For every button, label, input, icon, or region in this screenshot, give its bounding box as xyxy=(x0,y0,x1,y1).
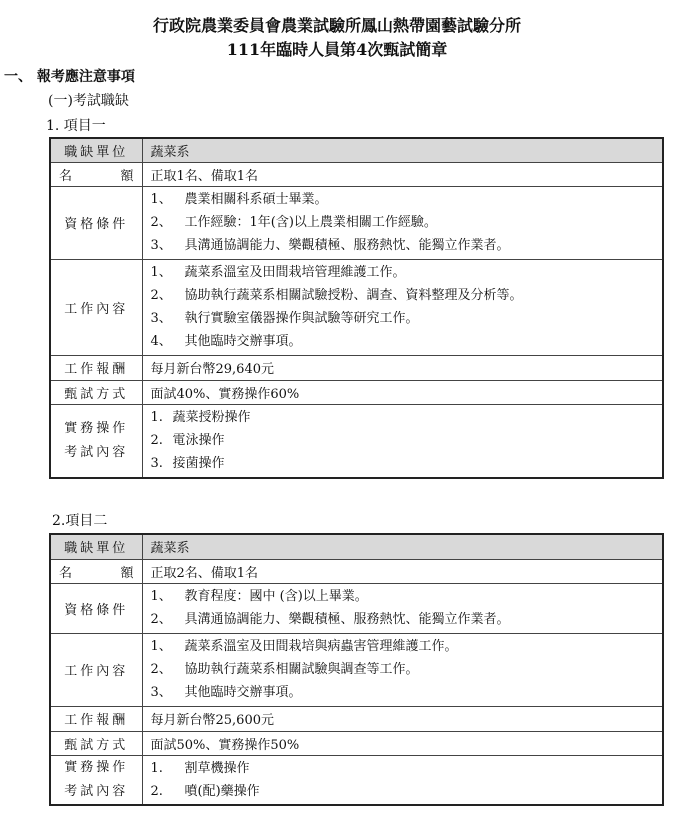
salary-header: 工作報酬 xyxy=(50,355,142,380)
salary-value: 每月新台幣25,600元 xyxy=(142,706,663,731)
duties-list xyxy=(142,259,663,355)
table-row-duties xyxy=(50,259,663,355)
table-row-duties xyxy=(50,633,663,706)
salary-value: 每月新台幣29,640元 xyxy=(142,355,663,380)
qualifications-list xyxy=(142,186,663,259)
document-title-line-2: 111年臨時人員第4次甄試簡章 xyxy=(226,40,448,59)
table-row-method xyxy=(50,380,663,404)
table-row-qualifications xyxy=(50,583,663,633)
table-row-quota xyxy=(50,559,663,583)
duties-header: 工作內容 xyxy=(50,633,142,706)
list-item: 1、 蔬菜系溫室及田間栽培管理維護工作。 xyxy=(150,265,406,280)
list-item: 3、 具溝通協調能力、樂觀積極、服務熱忱、能獨立作業者。 xyxy=(150,238,510,253)
quota-value: 正取2名、備取1名 xyxy=(142,559,663,583)
method-header: 甄試方式 xyxy=(50,731,142,755)
section-heading: 一、 報考應注意事項 xyxy=(4,69,135,85)
practical-list xyxy=(142,755,663,805)
document-title-line-1: 行政院農業委員會農業試驗所鳳山熱帶園藝試驗分所 xyxy=(152,16,521,35)
list-item: 1、 教育程度：國中 (含)以上畢業。 xyxy=(150,589,368,604)
table-row-practical xyxy=(50,404,663,478)
table-row-practical xyxy=(50,755,663,805)
table-row-salary xyxy=(50,355,663,380)
item-2-label: 2.項目二 xyxy=(52,513,108,529)
list-item: 3、 執行實驗室儀器操作與試驗等研究工作。 xyxy=(150,311,419,326)
duties-header: 工作內容 xyxy=(50,259,142,355)
list-item: 1、 農業相關科系碩士畢業。 xyxy=(150,192,328,207)
list-item: 4、 其他臨時交辦事項。 xyxy=(150,334,302,349)
table-row-quota xyxy=(50,162,663,186)
list-item: 3. 接菌操作 xyxy=(150,456,225,472)
practical-header: 實務操作 考試內容 xyxy=(50,404,142,478)
item-1-label: 1. 項目一 xyxy=(46,118,106,134)
quota-value: 正取1名、備取1名 xyxy=(142,162,663,186)
practical-list xyxy=(142,404,663,478)
method-value: 面試40%、實務操作60% xyxy=(142,380,663,404)
table-row-qualifications xyxy=(50,186,663,259)
subsection-heading: (一)考試職缺 xyxy=(48,93,129,109)
table-row-method xyxy=(50,731,663,755)
table-row-unit xyxy=(50,138,663,162)
list-item: 2、 協助執行蔬菜系相關試驗與調查等工作。 xyxy=(150,662,419,677)
job-table-item-1 xyxy=(49,137,664,479)
quota-header: 名 額 xyxy=(50,559,142,583)
practical-header: 實務操作 考試內容 xyxy=(50,755,142,805)
unit-value: 蔬菜系 xyxy=(142,534,663,559)
qualifications-list xyxy=(142,583,663,633)
list-item: 2. 電泳操作 xyxy=(150,433,225,449)
quota-header: 名 額 xyxy=(50,162,142,186)
qualifications-header: 資格條件 xyxy=(50,583,142,633)
unit-header: 職缺單位 xyxy=(50,138,142,162)
list-item: 3、 其他臨時交辦事項。 xyxy=(150,685,302,700)
list-item: 1、 蔬菜系溫室及田間栽培與病蟲害管理維護工作。 xyxy=(150,639,458,654)
list-item: 2、 協助執行蔬菜系相關試驗授粉、調查、資料整理及分析等。 xyxy=(150,288,523,303)
salary-header: 工作報酬 xyxy=(50,706,142,731)
table-row-salary xyxy=(50,706,663,731)
list-item: 2. 噴(配)藥操作 xyxy=(150,783,260,799)
unit-value: 蔬菜系 xyxy=(142,138,663,162)
job-table-item-2 xyxy=(49,533,664,806)
list-item: 1. 蔬菜授粉操作 xyxy=(150,410,251,426)
table-row-unit xyxy=(50,534,663,559)
method-header: 甄試方式 xyxy=(50,380,142,404)
list-item: 1. 割草機操作 xyxy=(150,760,250,776)
duties-list xyxy=(142,633,663,706)
list-item: 2、 具溝通協調能力、樂觀積極、服務熱忱、能獨立作業者。 xyxy=(150,612,510,627)
qualifications-header: 資格條件 xyxy=(50,186,142,259)
unit-header: 職缺單位 xyxy=(50,534,142,559)
list-item: 2、 工作經驗：1年(含)以上農業相關工作經驗。 xyxy=(150,215,437,230)
method-value: 面試50%、實務操作50% xyxy=(142,731,663,755)
